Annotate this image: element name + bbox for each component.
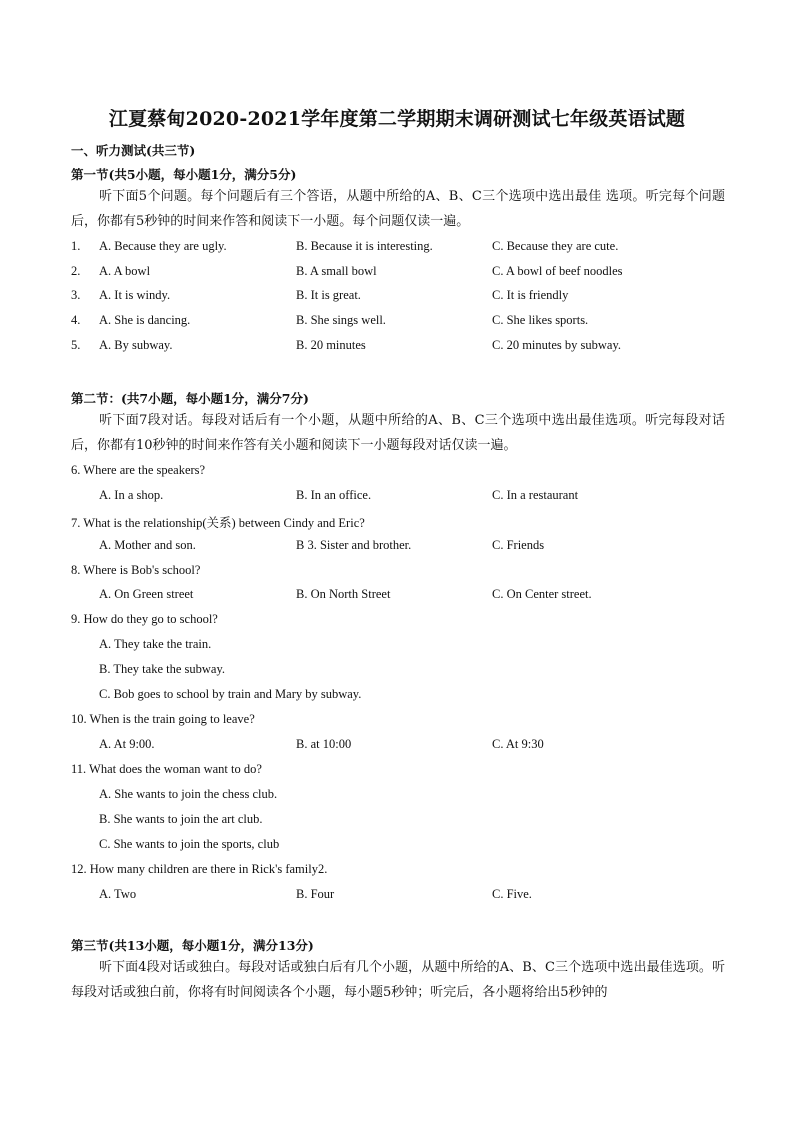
page-title: 江夏蔡甸2020-2021学年度第二学期期末调研测试七年级英语试题 — [108, 108, 686, 130]
option-c: C. It is friendly — [492, 288, 569, 302]
option-a: A. She wants to join the chess club. — [99, 787, 278, 801]
section2-heading: 第二节：(共7小题，每小题1分，满分7分) — [71, 391, 309, 406]
option-a: A. They take the train. — [99, 637, 212, 651]
section1-instructions: 听下面5个问题。每个问题后有三个答语，从题中所给的A、B、C三个选项中选出最佳 选项。听完每个问题后，你都有5秒钟的时间来作答和阅读下一小题。每个问题仅读一遍。 — [71, 189, 725, 229]
option-a: A. Because they are ugly. — [99, 239, 227, 253]
option-b: B. Because it is interesting. — [296, 239, 433, 253]
item-number: 3. — [71, 288, 81, 302]
option-c: C. 20 minutes by subway. — [492, 338, 622, 352]
question-text: 6. Where are the speakers? — [71, 463, 206, 477]
option-b: B. It is great. — [296, 288, 361, 302]
question-text: 11. What does the woman want to do? — [71, 762, 262, 776]
option-b: B. at 10:00 — [296, 737, 352, 751]
option-b: B. On North Street — [296, 587, 391, 601]
option-b: B. In an office. — [296, 488, 372, 502]
option-c: C. Friends — [492, 538, 545, 552]
option-c: C. Bob goes to school by train and Mary by subway. — [99, 687, 362, 701]
option-b: B. They take the subway. — [99, 662, 226, 676]
part-heading-listening: 一、听力测试(共三节) — [71, 143, 196, 158]
option-a: A. She is dancing. — [99, 313, 191, 327]
item-number: 1. — [71, 239, 81, 253]
item-number: 5. — [71, 338, 81, 352]
option-c: C. At 9:30 — [492, 737, 544, 751]
option-b: B. A small bowl — [296, 264, 377, 278]
section2-instructions: 听下面7段对话。每段对话后有一个小题，从题中所给的A、B、C三个选项中选出最佳选项。听完每段对话后，你都有10秒钟的时间来作答有关小题和阅读下一小题每段对话仅读一遍。 — [71, 413, 725, 453]
option-b: B. She wants to join the art club. — [99, 812, 263, 826]
option-c: C. In a restaurant — [492, 488, 579, 502]
question-text: 10. When is the train going to leave? — [71, 712, 255, 726]
option-a: A. In a shop. — [99, 488, 164, 502]
item-number: 2. — [71, 264, 81, 278]
option-b: B 3. Sister and brother. — [296, 538, 412, 552]
option-a: A. At 9:00. — [99, 737, 155, 751]
option-a: A. Mother and son. — [99, 538, 196, 552]
question-text: 9. How do they go to school? — [71, 612, 218, 626]
option-c: C. Five. — [492, 887, 532, 901]
item-number: 4. — [71, 313, 81, 327]
option-a: A. A bowl — [99, 264, 151, 278]
option-c: C. She wants to join the sports, club — [99, 837, 280, 851]
option-c: C. She likes sports. — [492, 313, 589, 327]
option-a: A. It is windy. — [99, 288, 171, 302]
section3-heading: 第三节(共13小题，每小题1分，满分13分) — [71, 938, 314, 953]
option-a: A. By subway. — [99, 338, 173, 352]
option-c: C. Because they are cute. — [492, 239, 619, 253]
option-b: B. Four — [296, 887, 335, 901]
option-a: A. Two — [99, 887, 137, 901]
option-c: C. On Center street. — [492, 587, 592, 601]
question-text: 7. What is the relationship(关系) between Cindy and Eric? — [71, 516, 365, 530]
option-a: A. On Green street — [99, 587, 194, 601]
option-b: B. She sings well. — [296, 313, 386, 327]
section3-instructions: 听下面4段对话或独白。每段对话或独白后有几个小题，从题中所给的A、B、C三个选项中选出最佳选项。听每段对话或独白前，你将有时间阅读各个小题，每小题5秒钟；听完后，各小题将给出5秒钟的 — [71, 960, 725, 1000]
section1-heading: 第一节(共5小题，每小题1分，满分5分) — [71, 167, 297, 182]
question-text: 8. Where is Bob's school? — [71, 563, 201, 577]
question-text: 12. How many children are there in Rick's family2. — [71, 862, 328, 876]
option-b: B. 20 minutes — [296, 338, 366, 352]
option-c: C. A bowl of beef noodles — [492, 264, 623, 278]
